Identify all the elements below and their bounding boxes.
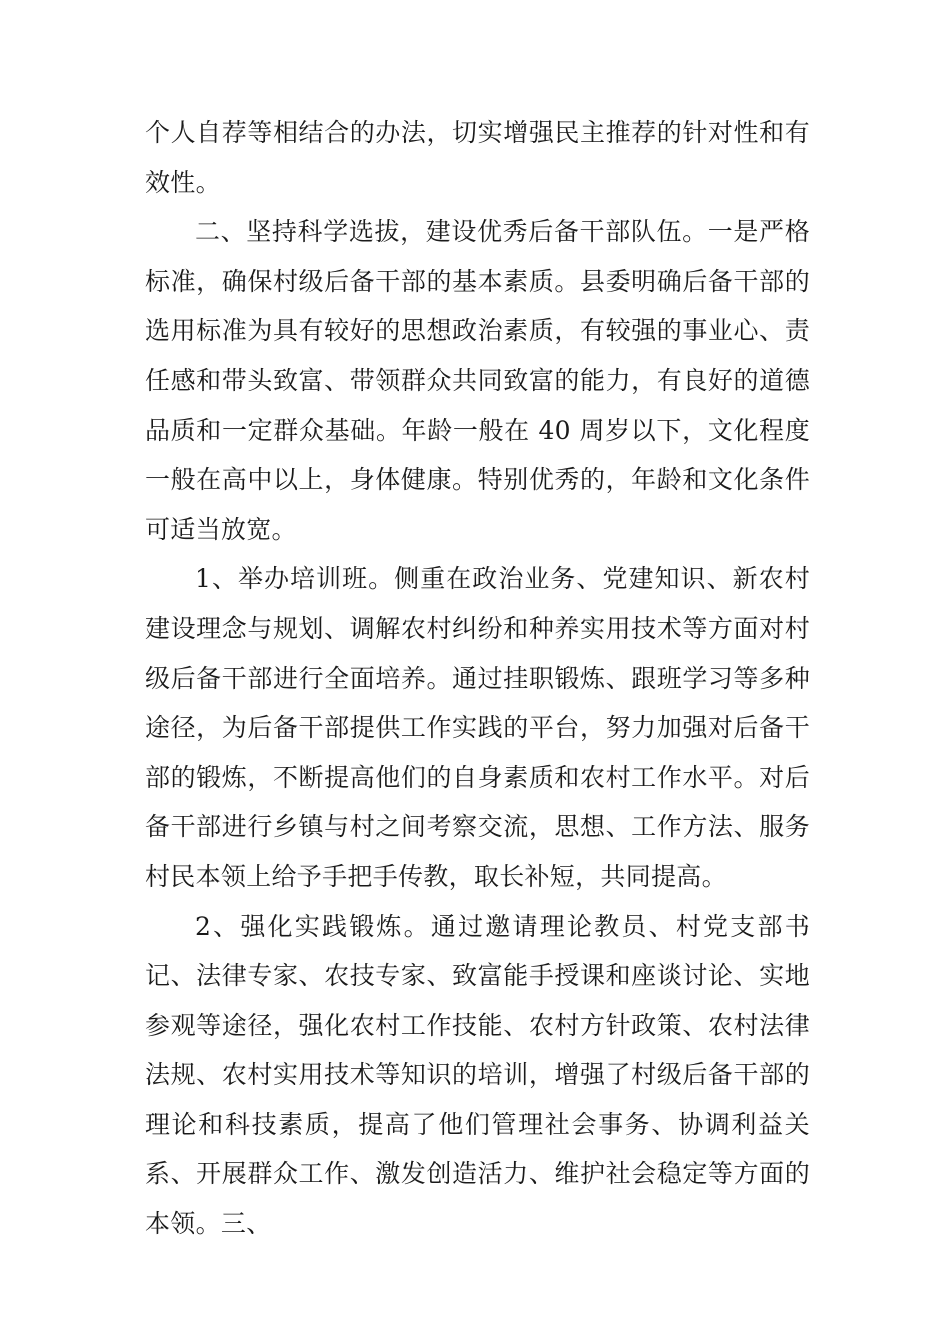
paragraph-continuation: 个人自荐等相结合的办法，切实增强民主推荐的针对性和有效性。: [145, 118, 810, 197]
paragraph-item-one: 1、举办培训班。侧重在政治业务、党建知识、新农村建设理念与规划、调解农村纠纷和种养实用技术等方面对村级后备干部进行全面培养。通过挂职锻炼、跟班学习等多种途径，为后备干部提供工作实践的平台，努力加强对后备干部的锻炼，不断提高他们的自身素质和农村工作水平。对后备干部进行乡镇与村之间考察交流，思想、工作方法、服务村民本领上给予手把手传教，取长补短，共同提高。: [145, 564, 810, 891]
document-body: [145, 108, 810, 1249]
paragraph-section-two: 二、坚持科学选拔，建设优秀后备干部队伍。一是严格标准，确保村级后备干部的基本素质。县委明确后备干部的选用标准为具有较好的思想政治素质，有较强的事业心、责任感和带头致富、带领群众共同致富的能力，有良好的道德品质和一定群众基础。年龄一般在 40 周岁以下，文化程度一般在高中以上，身体健康。特别优秀的，年龄和文化条件可适当放宽。: [145, 217, 810, 544]
paragraph-item-two: 2、强化实践锻炼。通过邀请理论教员、村党支部书记、法律专家、农技专家、致富能手授课和座谈讨论、实地参观等途径，强化农村工作技能、农村方针政策、农村法律法规、农村实用技术等知识的培训，增强了村级后备干部的理论和科技素质，提高了他们管理社会事务、协调利益关系、开展群众工作、激发创造活力、维护社会稳定等方面的本领。三、: [145, 911, 810, 1239]
